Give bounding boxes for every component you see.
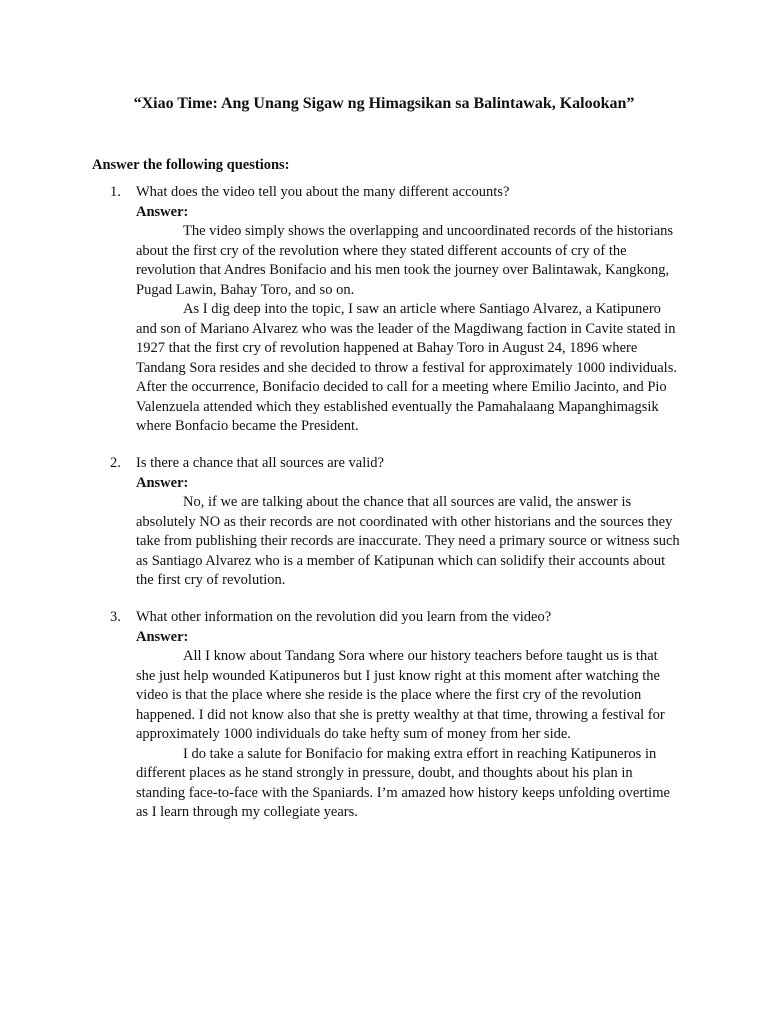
question-item-3	[110, 608, 680, 823]
answer-paragraph: I do take a salute for Bonifacio for making extra effort in reaching Katipuneros in different places as he stand strongly in pressure, doubt, and thoughts about his plan in standing face-to-face with the Spaniards. I’m amazed how history keeps unfolding overtime as I learn through my collegiate years.	[136, 745, 670, 820]
instructions-heading: Answer the following questions:	[92, 157, 290, 173]
question-body	[136, 454, 680, 591]
answer-paragraph: No, if we are talking about the chance that all sources are valid, the answer is absolutely NO as their records are not coordinated with other historians and the sources they take from publishing their records are inaccurate. They need a primary source or witness such as Santiago Alvarez who is a member of Katipunan which can solidify their accounts about the first cry of revolution.	[136, 494, 680, 588]
answer-label: Answer:	[136, 628, 189, 645]
question-number: 2.	[110, 455, 121, 471]
answer-paragraph: All I know about Tandang Sora where our history teachers before taught us is that she just help wounded Katipuneros but I just know right at this moment after watching the video is that the place where she reside is the place where the first cry of the revolution happened. I did not know also that she is pretty wealthy at that time, throwing a festival for approximately 1000 individuals do take hefty sum of money from her side.	[136, 648, 665, 742]
question-text: Is there a chance that all sources are valid?	[136, 455, 384, 471]
question-text: What does the video tell you about the many different accounts?	[136, 184, 510, 200]
document-title: “Xiao Time: Ang Unang Sigaw ng Himagsikan sa Balintawak, Kalookan”	[133, 95, 635, 112]
answer-label: Answer:	[136, 203, 189, 220]
question-body	[136, 608, 680, 823]
answer-paragraph: As I dig deep into the topic, I saw an article where Santiago Alvarez, a Katipunero and son of Mariano Alvarez who was the leader of the Magdiwang faction in Cavite stated in 1927 that the first cry of revolution happened at Bahay Toro in August 24, 1896 where Tandang Sora resides and she decided to throw a festival for approximately 1000 individuals. After the occurrence, Bonifacio decided to call for a meeting where Emilio Jacinto, and Pio Valenzuela attended which they established eventually the Pamahalaang Mapanghimagsik where Bonfacio became the President.	[136, 301, 677, 434]
answer-paragraph: The video simply shows the overlapping and uncoordinated records of the historians about the first cry of the revolution where they stated different accounts of cry of the revolution that Andres Bonifacio and his men took the journey over Balintawak, Kangkong, Pugad Lawin, Bahay Toro, and so on.	[136, 223, 674, 298]
question-text: What other information on the revolution did you learn from the video?	[136, 609, 552, 625]
question-item-1	[110, 183, 680, 437]
answer-label: Answer:	[136, 474, 189, 491]
question-number: 1.	[110, 184, 121, 200]
question-item-2	[110, 454, 680, 591]
question-body	[136, 183, 680, 437]
question-number: 3.	[110, 609, 121, 625]
